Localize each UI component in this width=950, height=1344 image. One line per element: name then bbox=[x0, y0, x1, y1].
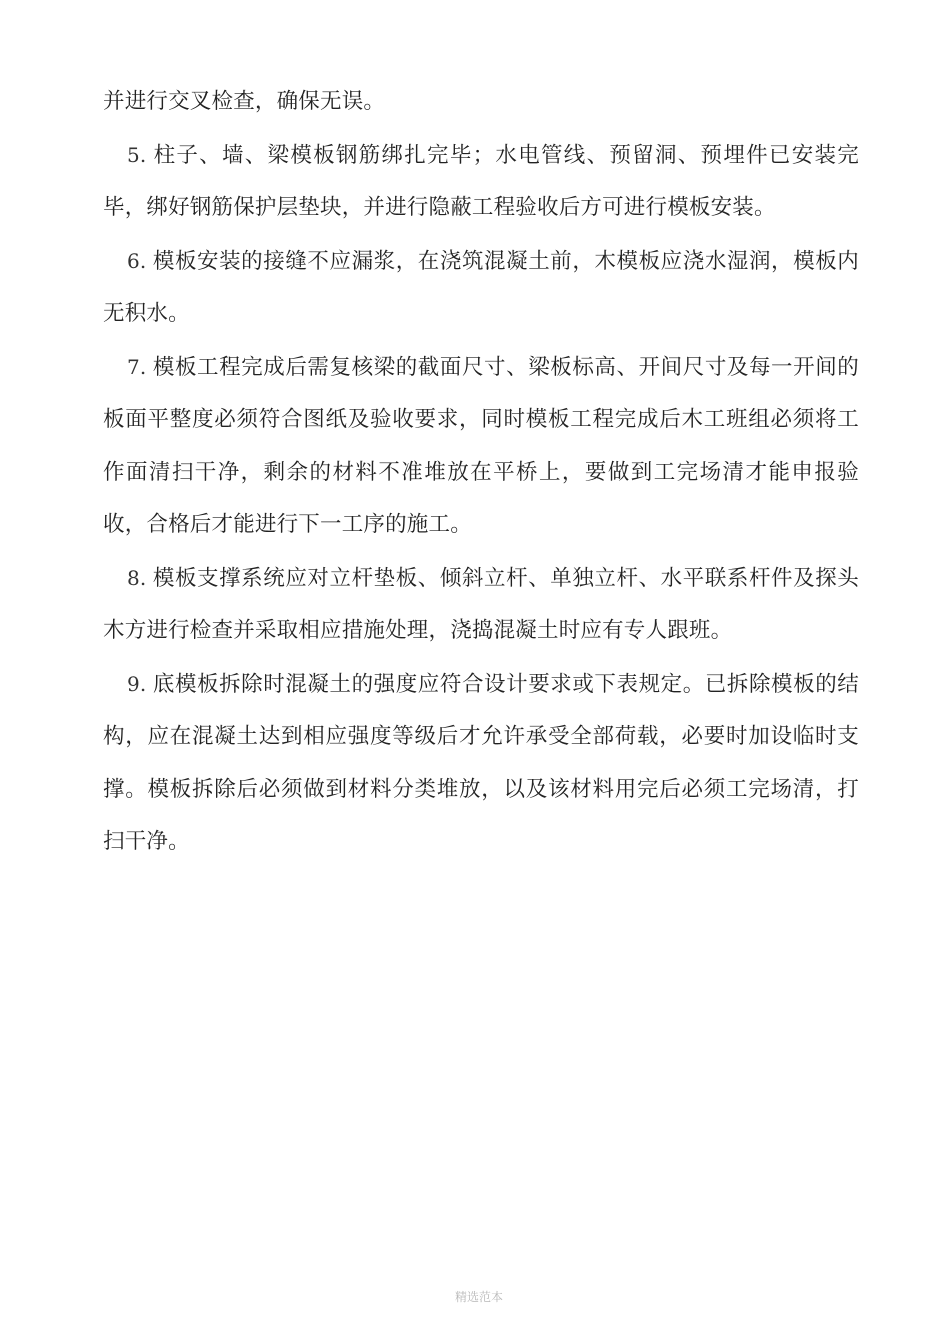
list-item-6 bbox=[103, 235, 859, 341]
document-body bbox=[103, 76, 859, 869]
list-item-text: 底模板拆除时混凝土的强度应符合设计要求或下表规定。已拆除模板的结构，应在混凝土达到相应强度等级后才允许承受全部荷载，必要时加设临时支撑。模板拆除后必须做到材料分类堆放，以及该材料用完后必须工完场清，打扫干净。 bbox=[103, 671, 859, 854]
list-item-8 bbox=[103, 552, 859, 658]
list-item-5 bbox=[103, 129, 859, 235]
list-item-number: 6. bbox=[127, 248, 147, 273]
list-item-text: 模板支撑系统应对立杆垫板、倾斜立杆、单独立杆、水平联系杆件及探头木方进行检查并采取相应措施处理，浇捣混凝土时应有专人跟班。 bbox=[103, 565, 859, 643]
list-item-number: 5. bbox=[127, 142, 147, 167]
list-item-text: 模板工程完成后需复核梁的截面尺寸、梁板标高、开间尺寸及每一开间的板面平整度必须符合图纸及验收要求，同时模板工程完成后木工班组必须将工作面清扫干净，剩余的材料不准堆放在平桥上，要做到工完场清才能申报验收，合格后才能进行下一工序的施工。 bbox=[103, 354, 859, 537]
list-item-9 bbox=[103, 658, 859, 869]
page-footer: 精选范本 bbox=[455, 1290, 504, 1304]
paragraph-continuation: 并进行交叉检查，确保无误。 bbox=[103, 89, 386, 114]
list-item-number: 9. bbox=[127, 671, 147, 696]
list-item-text: 柱子、墙、梁模板钢筋绑扎完毕；水电管线、预留洞、预埋件已安装完毕，绑好钢筋保护层垫块，并进行隐蔽工程验收后方可进行模板安装。 bbox=[103, 142, 859, 220]
list-item-text: 模板安装的接缝不应漏浆，在浇筑混凝土前，木模板应浇水湿润，模板内无积水。 bbox=[103, 248, 859, 326]
list-item-number: 8. bbox=[127, 565, 147, 590]
list-item-7 bbox=[103, 341, 859, 552]
list-item-number: 7. bbox=[127, 354, 147, 379]
